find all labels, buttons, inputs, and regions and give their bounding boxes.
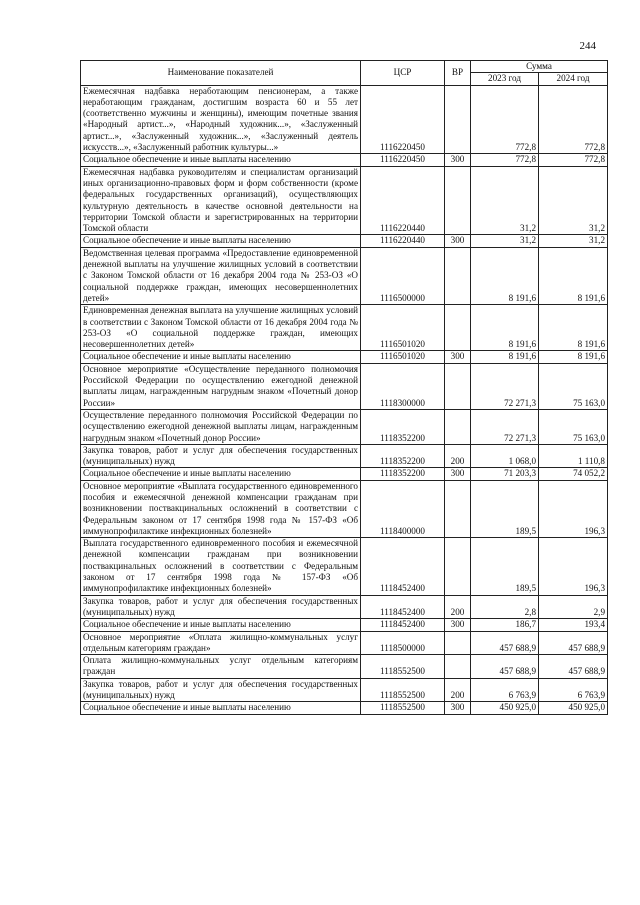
- row-name: Социальное обеспечение и иные выплаты населению: [81, 235, 361, 247]
- row-vr: [445, 247, 471, 304]
- table-row: [81, 444, 608, 468]
- header-sum: Сумма: [471, 61, 608, 73]
- row-sum-2024: 74 052,2: [539, 468, 608, 480]
- row-csr: 1116500000: [361, 247, 445, 304]
- row-name: Закупка товаров, работ и услуг для обеспечения государственных (муниципальных) нужд: [81, 595, 361, 619]
- row-sum-2023: 450 925,0: [471, 702, 539, 714]
- row-csr: 1118552500: [361, 702, 445, 714]
- row-vr: [445, 409, 471, 444]
- row-sum-2023: 186,7: [471, 619, 539, 631]
- row-sum-2024: 772,8: [539, 85, 608, 154]
- row-sum-2024: 196,3: [539, 538, 608, 595]
- row-name: Социальное обеспечение и иные выплаты населению: [81, 619, 361, 631]
- table-row: [81, 631, 608, 655]
- row-vr: [445, 363, 471, 409]
- row-vr: 200: [445, 678, 471, 702]
- header-year-2023: 2023 год: [471, 73, 539, 85]
- table-row: [81, 235, 608, 247]
- table-row: [81, 619, 608, 631]
- row-csr: 1118352200: [361, 468, 445, 480]
- table-row: [81, 480, 608, 537]
- table-row: [81, 305, 608, 351]
- row-sum-2023: 189,5: [471, 480, 539, 537]
- row-sum-2024: 8 191,6: [539, 247, 608, 304]
- table-header: [81, 61, 608, 86]
- row-name: Единовременная денежная выплата на улучшение жилищных условий в соответствии с Законом Томской области от 16 декабря 2004 года № 253-ОЗ «О социальной поддержке граждан, имеющих несовершеннолетних детей»: [81, 305, 361, 351]
- row-sum-2023: 772,8: [471, 154, 539, 166]
- table-row: [81, 595, 608, 619]
- table-row: [81, 655, 608, 679]
- row-csr: 1116501020: [361, 351, 445, 363]
- table-row: [81, 702, 608, 714]
- row-vr: 300: [445, 235, 471, 247]
- row-name: Основное мероприятие «Осуществление переданного полномочия Российской Федерации по осуществлению ежегодной денежной выплаты лицам, награжденным нагрудным знаком «Почетный донор России»: [81, 363, 361, 409]
- row-csr: 1118352200: [361, 444, 445, 468]
- row-vr: 300: [445, 351, 471, 363]
- row-name: Закупка товаров, работ и услуг для обеспечения государственных (муниципальных) нужд: [81, 444, 361, 468]
- row-sum-2024: 457 688,9: [539, 655, 608, 679]
- table-row: [81, 85, 608, 154]
- row-sum-2024: 196,3: [539, 480, 608, 537]
- table-row: [81, 247, 608, 304]
- header-csr: ЦСР: [361, 61, 445, 86]
- row-vr: [445, 480, 471, 537]
- row-csr: 1118500000: [361, 631, 445, 655]
- row-name: Социальное обеспечение и иные выплаты населению: [81, 154, 361, 166]
- row-csr: 1118400000: [361, 480, 445, 537]
- row-sum-2023: 457 688,9: [471, 655, 539, 679]
- row-sum-2024: 75 163,0: [539, 363, 608, 409]
- row-name: Социальное обеспечение и иные выплаты населению: [81, 702, 361, 714]
- row-sum-2023: 8 191,6: [471, 351, 539, 363]
- row-csr: 1116220440: [361, 235, 445, 247]
- row-sum-2024: 772,8: [539, 154, 608, 166]
- row-sum-2023: 1 068,0: [471, 444, 539, 468]
- row-vr: 300: [445, 468, 471, 480]
- row-sum-2023: 457 688,9: [471, 631, 539, 655]
- row-name: Основное мероприятие «Оплата жилищно-коммунальных услуг отдельным категориям граждан»: [81, 631, 361, 655]
- row-vr: [445, 305, 471, 351]
- table-row: [81, 351, 608, 363]
- table-row: [81, 154, 608, 166]
- table-row: [81, 468, 608, 480]
- budget-table: [80, 60, 608, 715]
- row-sum-2023: 31,2: [471, 166, 539, 235]
- row-vr: [445, 631, 471, 655]
- row-sum-2023: 6 763,9: [471, 678, 539, 702]
- row-vr: [445, 166, 471, 235]
- row-sum-2023: 8 191,6: [471, 305, 539, 351]
- row-name: Оплата жилищно-коммунальных услуг отдельным категориям граждан: [81, 655, 361, 679]
- row-sum-2024: 8 191,6: [539, 351, 608, 363]
- row-vr: 200: [445, 595, 471, 619]
- table-row: [81, 678, 608, 702]
- row-sum-2023: 772,8: [471, 85, 539, 154]
- table-row: [81, 166, 608, 235]
- row-sum-2023: 189,5: [471, 538, 539, 595]
- row-vr: [445, 538, 471, 595]
- row-name: Закупка товаров, работ и услуг для обеспечения государственных (муниципальных) нужд: [81, 678, 361, 702]
- row-sum-2024: 1 110,8: [539, 444, 608, 468]
- header-vr: ВР: [445, 61, 471, 86]
- row-csr: 1116220450: [361, 154, 445, 166]
- row-name: Ведомственная целевая программа «Предоставление единовременной денежной выплаты на улучшение жилищных условий в соответствии с Законом Томской области от 16 декабря 2004 года № 253-ОЗ «О социальной поддержке граждан, имеющих несовершеннолетних детей»: [81, 247, 361, 304]
- row-sum-2023: 2,8: [471, 595, 539, 619]
- row-sum-2023: 71 203,3: [471, 468, 539, 480]
- row-vr: 300: [445, 619, 471, 631]
- header-name: Наименование показателей: [81, 61, 361, 86]
- table-row: [81, 538, 608, 595]
- page-number: 244: [579, 40, 596, 52]
- row-name: Выплата государственного единовременного пособия и ежемесячной денежной компенсации гражданам при возникновении поствакцинальных осложнений в соответствии с Федеральным законом от 17 сентября 1998 года № 157-ФЗ «Об иммунопрофилактике инфекционных болезней»: [81, 538, 361, 595]
- row-sum-2023: 72 271,3: [471, 409, 539, 444]
- row-sum-2023: 8 191,6: [471, 247, 539, 304]
- row-sum-2024: 193,4: [539, 619, 608, 631]
- row-csr: 1118300000: [361, 363, 445, 409]
- row-csr: 1118452400: [361, 538, 445, 595]
- row-csr: 1118452400: [361, 619, 445, 631]
- table-body: [81, 85, 608, 714]
- row-sum-2023: 72 271,3: [471, 363, 539, 409]
- row-csr: 1118452400: [361, 595, 445, 619]
- row-name: Ежемесячная надбавка руководителям и специалистам организаций иных организационно-правовых форм и форм собственности (кроме федеральных государственных организаций), осуществляющих культурную деятельность в качестве основной деятельности на территории Томской области и зарегистрированных на территории Томской области: [81, 166, 361, 235]
- row-csr: 1116220440: [361, 166, 445, 235]
- row-vr: [445, 655, 471, 679]
- row-sum-2024: 457 688,9: [539, 631, 608, 655]
- table-row: [81, 409, 608, 444]
- row-name: Социальное обеспечение и иные выплаты населению: [81, 351, 361, 363]
- row-name: Осуществление переданного полномочия Российской Федерации по осуществлению ежегодной денежной выплаты лицам, награжденным нагрудным знаком «Почетный донор России»: [81, 409, 361, 444]
- header-year-2024: 2024 год: [539, 73, 608, 85]
- row-vr: [445, 85, 471, 154]
- row-sum-2024: 450 925,0: [539, 702, 608, 714]
- row-sum-2024: 2,9: [539, 595, 608, 619]
- row-csr: 1116220450: [361, 85, 445, 154]
- row-sum-2024: 6 763,9: [539, 678, 608, 702]
- row-vr: 200: [445, 444, 471, 468]
- row-sum-2023: 31,2: [471, 235, 539, 247]
- row-csr: 1118352200: [361, 409, 445, 444]
- row-sum-2024: 31,2: [539, 166, 608, 235]
- row-vr: 300: [445, 154, 471, 166]
- row-sum-2024: 8 191,6: [539, 305, 608, 351]
- row-name: Социальное обеспечение и иные выплаты населению: [81, 468, 361, 480]
- row-name: Основное мероприятие «Выплата государственного единовременного пособия и ежемесячной денежной компенсации гражданам при возникновении поствакцинальных осложнений в соответствии с Федеральным законом от 17 сентября 1998 года № 157-ФЗ «Об иммунопрофилактике инфекционных болезней»: [81, 480, 361, 537]
- row-sum-2024: 31,2: [539, 235, 608, 247]
- row-csr: 1118552500: [361, 678, 445, 702]
- row-name: Ежемесячная надбавка неработающим пенсионерам, а также неработающим гражданам, достигшим возраста 60 и 55 лет (соответственно мужчины и женщины), имеющим почетные звания «Народный артист...», «Народный художник...», «Заслуженный артист...», «Заслуженный художник...», «Заслуженный деятель искусств...», «Заслуженный работник культуры...»: [81, 85, 361, 154]
- table-row: [81, 363, 608, 409]
- row-sum-2024: 75 163,0: [539, 409, 608, 444]
- row-vr: 300: [445, 702, 471, 714]
- row-csr: 1116501020: [361, 305, 445, 351]
- row-csr: 1118552500: [361, 655, 445, 679]
